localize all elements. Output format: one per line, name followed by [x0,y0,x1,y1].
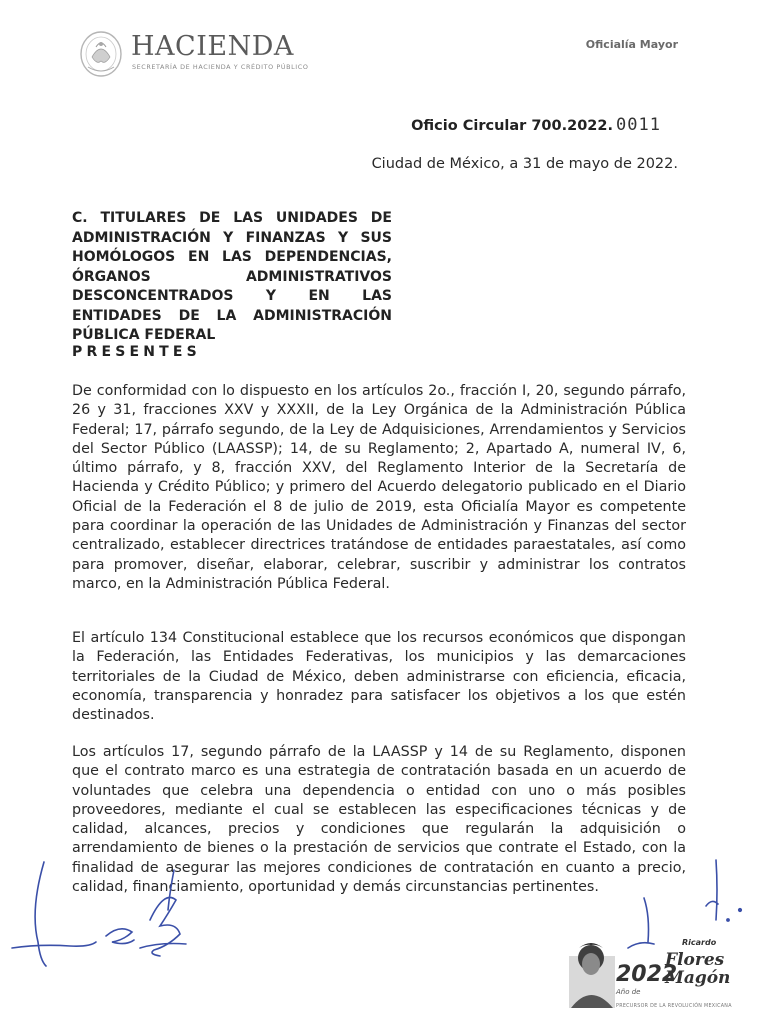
logo-surname-1: Flores [665,950,725,970]
reference-number: 0011 [616,115,661,135]
logo-surname-2: Magón [665,968,731,988]
logo-tagline: Año de [616,988,641,996]
office-name: Oficialía Mayor [585,38,678,51]
presentes-heading: PRESENTES [72,344,201,360]
addressee-block: C. TITULARES DE LAS UNIDADES DE ADMINISTRACIÓN Y FINANZAS Y SUS HOMÓLOGOS EN LAS DEPENDENCIAS, ÓRGANOS ADMINISTRATIVOS DESCONCENTRADOS Y EN LAS ENTIDADES DE LA ADMINISTRACIÓN PÚBLICA FEDERAL [72,210,392,343]
brand-subtitle: SECRETARÍA DE HACIENDA Y CRÉDITO PÚBLICO [132,63,309,71]
body-paragraph-2: El artículo 134 Constitucional establece que los recursos económicos que dispongan la Federación, las Entidades Federativas, los municipios y las demarcaciones territoriales de la Ciudad de México, deben administrarse con eficiencia, eficacia, economía, transparencia y honradez para satisfacer los objetivos a los que estén destinados. [72,630,686,724]
mexico-coat-of-arms-icon [78,27,124,79]
letter-date: Ciudad de México, a 31 de mayo de 2022. [371,156,678,172]
logo-caption: PRECURSOR DE LA REVOLUCIÓN MEXICANA [616,1004,732,1009]
body-paragraph-1: De conformidad con lo dispuesto en los artículos 2o., fracción I, 20, segundo párrafo, 26 y 31, fracciones XXV y XXXII, de la Ley Orgánica de la Administración Pública Federal; 17, párrafo segundo, de la Ley de Adquisiciones, Arrendamientos y Servicios del Sector Público (LAASSP); 14, de su Reglamento; 2, Apartado A, numeral IV, 6, último párrafo, y 8, fracción XXV, del Reglamento Interior de la Secretaría de Hacienda y Crédito Público; y primero del Acuerdo delegatorio publicado en el Diario Oficial de la Federación el 8 de julio de 2019, esta Oficialía Mayor es competente para coordinar la operación de las Unidades de Administración y Finanzas del sector centralizado, establecer directrices tratándose de entidades paraestatales, así como para promover, diseñar, elaborar, celebrar, suscribir y administrar los contratos marco, en la Administración Pública Federal. [72,383,686,592]
reference-label: Oficio Circular 700.2022. [411,118,613,134]
logo-year: 2022 [616,962,678,987]
brand-title: HACIENDA [131,31,294,62]
body-paragraph-3: Los artículos 17, segundo párrafo de la LAASSP y 14 de su Reglamento, disponen que el contrato marco es una estrategia de contratación basada en un acuerdo de voluntades que celebra una dependencia o entidad con uno o más posibles proveedores, mediante el cual se establecen las especificaciones técnicas y de calidad, alcances, precios y condiciones que regularán la adquisición o arrendamiento de bienes o la prestación de servicios que contrate el Estado, con la finalidad de asegurar las mejores condiciones de contratación en cuanto a precio, calidad, financiamiento, oportunidad y demás circunstancias pertinentes. [72,744,686,896]
logo-first-name: Ricardo [682,938,717,947]
